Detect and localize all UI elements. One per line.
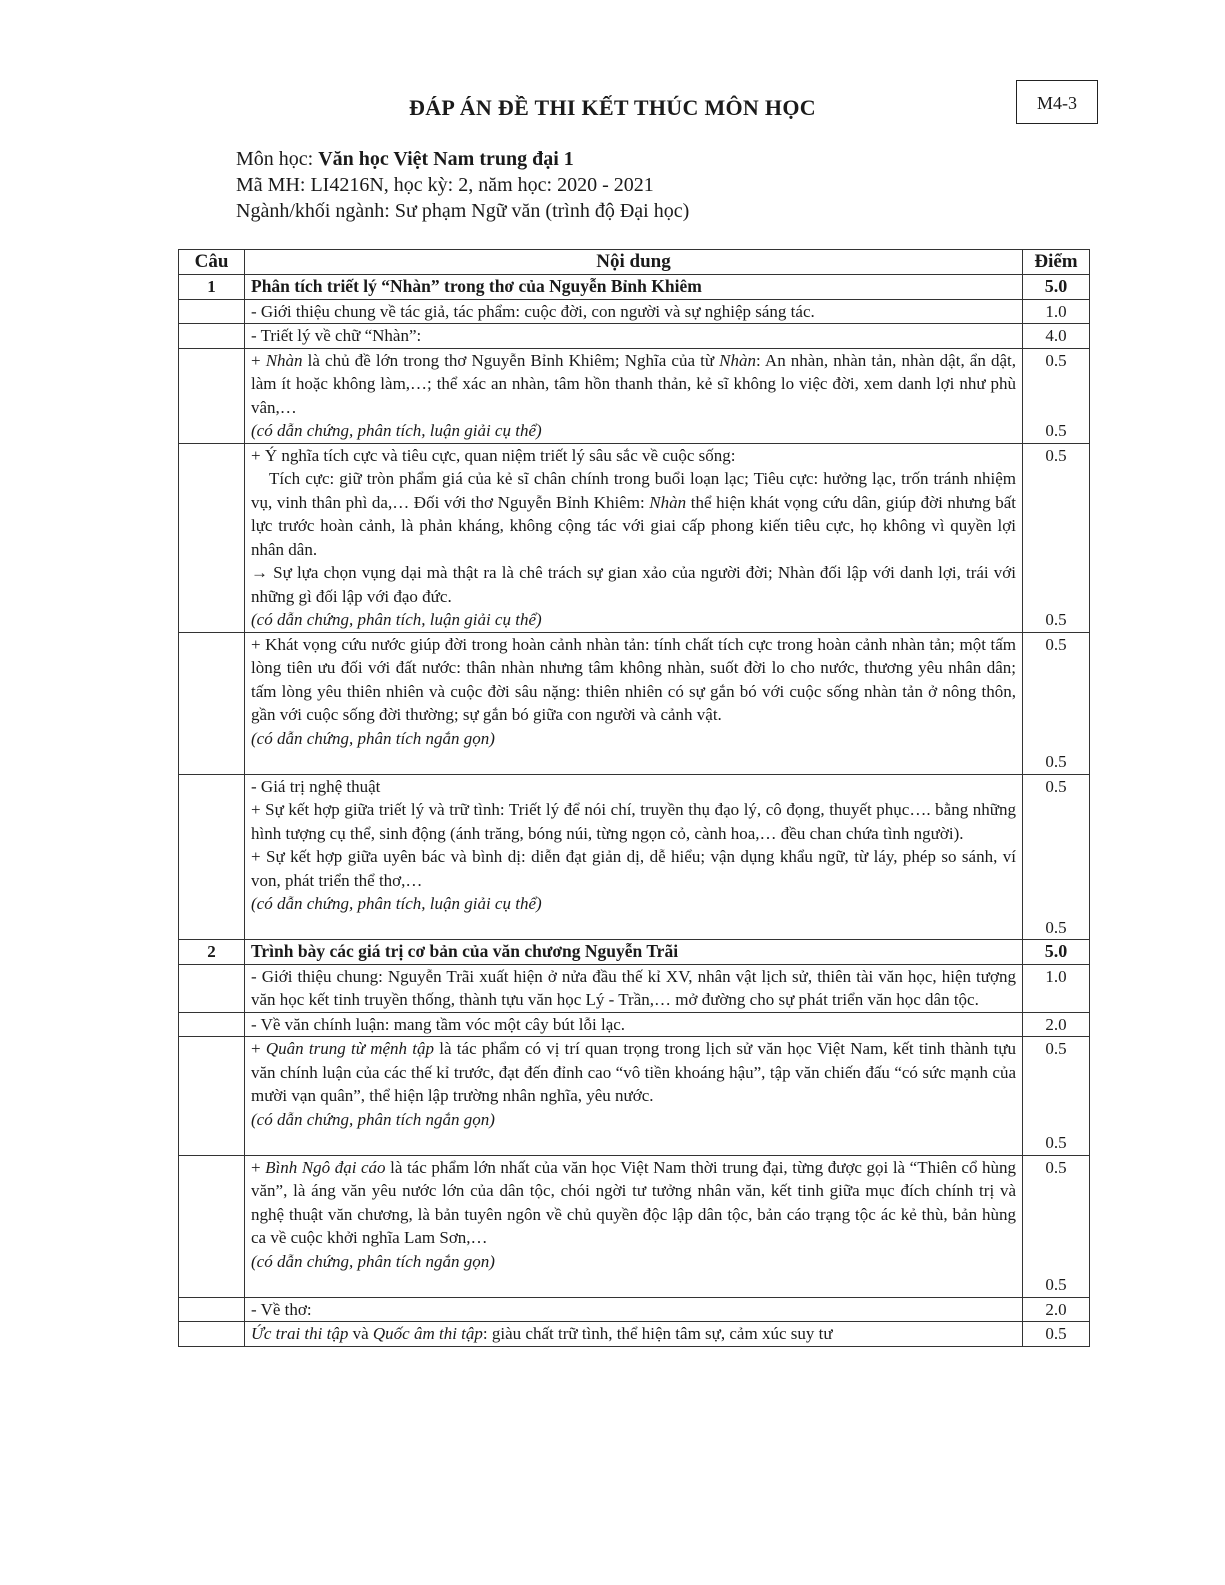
- answer-score: 0.5 0.5: [1023, 443, 1090, 632]
- answer-table: [178, 249, 1090, 1347]
- answer-score: 4.0: [1023, 324, 1090, 349]
- table-row: [179, 348, 1090, 443]
- answer-score: 0.5: [1023, 1322, 1090, 1347]
- answer-score: 0.5 0.5: [1023, 1155, 1090, 1297]
- question-score: 5.0: [1023, 275, 1090, 300]
- table-row: [179, 1155, 1090, 1297]
- answer-text: + Nhàn là chủ đề lớn trong thơ Nguyễn Bỉnh Khiêm; Nghĩa của từ Nhàn: An nhàn, nhàn tản, nhàn dật, ẩn dật, làm ít hoặc không làm,…; thể xác an nhàn, tâm hồn thanh thản, kẻ sĩ không lo việc đời, xem danh lợi như phù vân,… (có dẫn chứng, phân tích, luận giải cụ thể): [245, 348, 1023, 443]
- header-noi-dung: Nội dung: [245, 250, 1023, 275]
- evidence-note: (có dẫn chứng, phân tích, luận giải cụ thể): [251, 421, 542, 440]
- answer-text: - Giá trị nghệ thuật + Sự kết hợp giữa triết lý và trữ tình: Triết lý để nói chí, truyền thụ đạo lý, cô đọng, thuyết phục…. bằng những hình tượng cụ thể, sinh động (ánh trăng, bóng núi, từng ngọn cỏ, cành hoa,… đều chan chứa tình người). + Sự kết hợp giữa uyên bác và bình dị: diễn đạt giản dị, dễ hiểu; vận dụng khẩu ngữ, từ láy, phép so sánh, ví von, phát triển thể thơ,… (có dẫn chứng, phân tích, luận giải cụ thể): [245, 774, 1023, 940]
- answer-text: - Về văn chính luận: mang tầm vóc một cây bút lỗi lạc.: [245, 1012, 1023, 1037]
- table-row: [179, 275, 1090, 300]
- major-line: Ngành/khối ngành: Sư phạm Ngữ văn (trình độ Đại học): [236, 200, 690, 222]
- document-code-box: M4-3: [1016, 80, 1098, 124]
- subject-value: Văn học Việt Nam trung đại 1: [318, 148, 574, 170]
- question-score: 5.0: [1023, 940, 1090, 965]
- answer-score: 0.5 0.5: [1023, 348, 1090, 443]
- answer-text: - Triết lý về chữ “Nhàn”:: [245, 324, 1023, 349]
- answer-text: + Ý nghĩa tích cực và tiêu cực, quan niệm triết lý sâu sắc về cuộc sống: Tích cực: giữ tròn phẩm giá của kẻ sĩ chân chính trong buổi loạn lạc; Tiêu cực: hưởng lạc, trốn tránh nhiệm vụ, vinh thân phì da,… Đối với thơ Nguyễn Bỉnh Khiêm: Nhàn thể hiện khát vọng cứu dân, giúp đời nhưng bất lực trước hoàn cảnh, là phản kháng, không cộng tác với giai cấp phong kiến tiêu cực, họ không vì quyền lợi nhân dân. → Sự lựa chọn vụng dại mà thật ra là chê trách sự gian xảo của người đời; Nhàn đối lập với danh lợi, trái với những gì đối lập với đạo đức. (có dẫn chứng, phân tích, luận giải cụ thể): [245, 443, 1023, 632]
- table-row: [179, 940, 1090, 965]
- header-cau: Câu: [179, 250, 245, 275]
- table-row: [179, 1037, 1090, 1156]
- table-row: [179, 1012, 1090, 1037]
- answer-text: - Giới thiệu chung: Nguyễn Trãi xuất hiện ở nửa đầu thế kỉ XV, nhân vật lịch sử, thiên tài văn học, hiện tượng văn học kết tinh truyền thống, thành tựu văn học Lý - Trần,… mở đường cho sự phát triển văn học dân tộc.: [245, 964, 1023, 1012]
- table-row: [179, 1322, 1090, 1347]
- evidence-note: (có dẫn chứng, phân tích ngắn gọn): [251, 1251, 495, 1271]
- table-header-row: [179, 250, 1090, 275]
- table-row: [179, 324, 1090, 349]
- table-row: [179, 964, 1090, 1012]
- answer-score: 1.0: [1023, 299, 1090, 324]
- answer-score: 0.5 0.5: [1023, 632, 1090, 774]
- table-row: [179, 443, 1090, 632]
- subject-line: [236, 146, 689, 172]
- course-code-line: Mã MH: LI4216N, học kỳ: 2, năm học: 2020 - 2021: [236, 174, 654, 196]
- table-row: [179, 632, 1090, 774]
- answer-score: 0.5 0.5: [1023, 774, 1090, 940]
- page-title: ĐÁP ÁN ĐỀ THI KẾT THÚC MÔN HỌC: [409, 95, 816, 120]
- table-row: [179, 774, 1090, 940]
- answer-score: 2.0: [1023, 1012, 1090, 1037]
- evidence-note: (có dẫn chứng, phân tích ngắn gọn): [251, 728, 495, 748]
- answer-text: + Khát vọng cứu nước giúp đời trong hoàn cảnh nhàn tản: tính chất tích cực trong hoàn cảnh nhàn tản; một tấm lòng tiên ưu đối với đất nước: thân nhàn nhưng tâm không nhàn, suốt đời lo cho nước, thương yêu nhân dân; tấm lòng yêu thiên nhiên và cuộc đời sâu nặng: thiên nhiên có sự gắn bó với cuộc sống nhàn tản ở nông thôn, gần với cuộc sống đời thường; sự gắn bó giữa con người và cảnh vật. (có dẫn chứng, phân tích ngắn gọn): [245, 632, 1023, 774]
- question-title: Phân tích triết lý “Nhàn” trong thơ của Nguyễn Bỉnh Khiêm: [245, 275, 1023, 300]
- answer-score: 2.0: [1023, 1297, 1090, 1322]
- answer-text: - Về thơ:: [245, 1297, 1023, 1322]
- table-row: [179, 1297, 1090, 1322]
- answer-text: + Bình Ngô đại cáo là tác phẩm lớn nhất của văn học Việt Nam thời trung đại, từng được gọi là “Thiên cổ hùng văn”, là áng văn yêu nước lớn của dân tộc, chói ngời tư tưởng nhân văn, kết tinh giữa mục đích chính trị và nghệ thuật văn chương, là bản tuyên ngôn về chủ quyền độc lập dân tộc, bản cáo trạng tộc ác kẻ thù, bản hùng ca về cuộc khởi nghĩa Lam Sơn,… (có dẫn chứng, phân tích ngắn gọn): [245, 1155, 1023, 1297]
- evidence-note: (có dẫn chứng, phân tích ngắn gọn): [251, 1109, 495, 1129]
- exam-meta: [236, 146, 689, 224]
- answer-text: + Quân trung từ mệnh tập là tác phẩm có vị trí quan trọng trong lịch sử văn học Việt Nam, kết tinh thành tựu văn chính luận của các thế kỉ trước, đạt đến đỉnh cao “vô tiền khoáng hậu”, tập văn chiến đấu “có sức mạnh của mười vạn quân”, thể hiện lập trường nhân nghĩa, yêu nước. (có dẫn chứng, phân tích ngắn gọn): [245, 1037, 1023, 1156]
- answer-score: 1.0: [1023, 964, 1090, 1012]
- question-number: 2: [179, 940, 245, 965]
- evidence-note: (có dẫn chứng, phân tích, luận giải cụ thể): [251, 894, 542, 913]
- answer-score: 0.5 0.5: [1023, 1037, 1090, 1156]
- subject-label: Môn học:: [236, 148, 319, 170]
- answer-text: - Giới thiệu chung về tác giả, tác phẩm: cuộc đời, con người và sự nghiệp sáng tác.: [245, 299, 1023, 324]
- question-number: 1: [179, 275, 245, 300]
- answer-text: Ức trai thi tập và Quốc âm thi tập: giàu chất trữ tình, thể hiện tâm sự, cảm xúc suy tư: [245, 1322, 1023, 1347]
- evidence-note: (có dẫn chứng, phân tích, luận giải cụ thể): [251, 610, 542, 629]
- header-diem: Điểm: [1023, 250, 1090, 275]
- question-title: Trình bày các giá trị cơ bản của văn chương Nguyễn Trãi: [245, 940, 1023, 965]
- table-row: [179, 299, 1090, 324]
